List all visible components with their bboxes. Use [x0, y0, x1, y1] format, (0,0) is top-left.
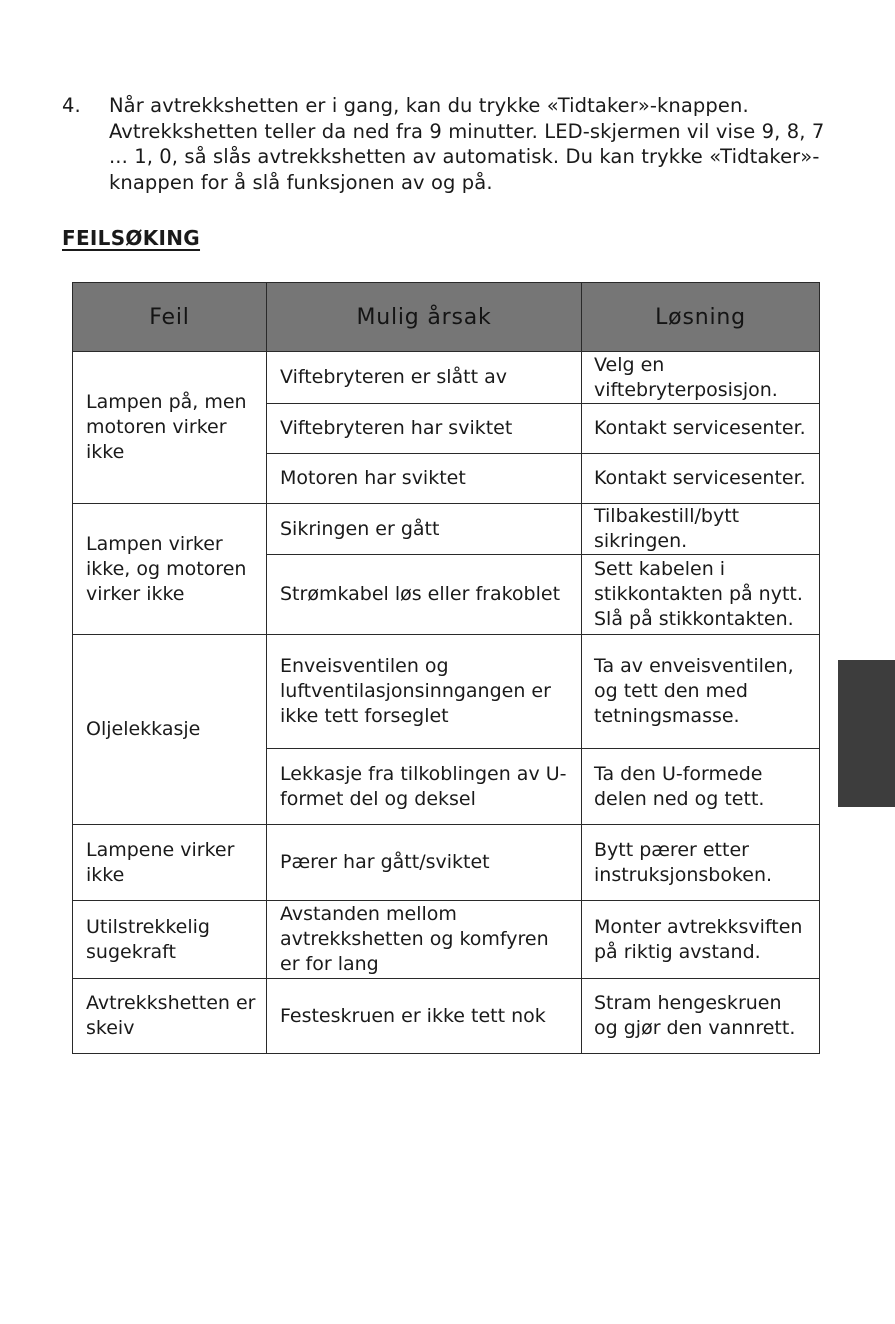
table-row — [73, 979, 820, 1054]
troubleshooting-table — [72, 282, 820, 1054]
table-row — [73, 504, 820, 555]
cause-cell: Sikringen er gått — [267, 504, 582, 555]
cause-cell: Motoren har sviktet — [267, 454, 582, 504]
header-mulig-arsak: Mulig årsak — [267, 283, 582, 352]
table-row — [73, 901, 820, 979]
problem-cell: Avtrekkshetten er skeiv — [73, 979, 267, 1054]
cause-cell: Viftebryteren har sviktet — [267, 404, 582, 454]
problem-cell: Lampen virker ikke, og motoren virker ikke — [73, 504, 267, 635]
table-row — [73, 635, 820, 749]
cause-cell: Viftebryteren er slått av — [267, 352, 582, 404]
section-heading: FEILSØKING — [62, 226, 201, 250]
solution-cell: Tilbakestill/bytt sikringen. — [582, 504, 820, 555]
table-row — [73, 352, 820, 404]
cause-cell: Lekkasje fra tilkoblingen av U-formet del og deksel — [267, 749, 582, 825]
step-number: 4. — [62, 94, 81, 117]
cause-cell: Pærer har gått/sviktet — [267, 825, 582, 901]
problem-cell: Lampene virker ikke — [73, 825, 267, 901]
table-header-row — [73, 283, 820, 352]
cause-cell: Enveisventilen og luftventilasjonsinngangen er ikke tett forseglet — [267, 635, 582, 749]
cause-cell: Strømkabel løs eller frakoblet — [267, 555, 582, 635]
solution-cell: Monter avtrekksviften på riktig avstand. — [582, 901, 820, 979]
solution-cell: Ta av enveisventilen, og tett den med tetningsmasse. — [582, 635, 820, 749]
solution-cell: Bytt pærer etter instruksjonsboken. — [582, 825, 820, 901]
solution-cell: Kontakt servicesenter. — [582, 454, 820, 504]
problem-cell: Utilstrekkelig sugekraft — [73, 901, 267, 979]
solution-cell: Stram hengeskruen og gjør den vannrett. — [582, 979, 820, 1054]
solution-cell: Kontakt servicesenter. — [582, 404, 820, 454]
side-tab-marker — [838, 660, 895, 807]
step-text: Når avtrekkshetten er i gang, kan du trykke «Tidtaker»-knappen. Avtrekkshetten teller da ned fra 9 minutter. LED-skjermen vil vise 9, 8, 7 ... 1, 0, så slås avtrekkshetten av automatisk. Du kan trykke «Tidtaker»-knappen for å slå funksjonen av og på. — [109, 94, 825, 194]
header-losning: Løsning — [582, 283, 820, 352]
solution-cell: Sett kabelen i stikkontakten på nytt. Slå på stikkontakten. — [582, 555, 820, 635]
solution-cell: Ta den U-formede delen ned og tett. — [582, 749, 820, 825]
problem-cell: Lampen på, men motoren virker ikke — [73, 352, 267, 504]
problem-cell: Oljelekkasje — [73, 635, 267, 825]
table-row — [73, 825, 820, 901]
solution-cell: Velg en viftebryterposisjon. — [582, 352, 820, 404]
cause-cell: Festeskruen er ikke tett nok — [267, 979, 582, 1054]
cause-cell: Avstanden mellom avtrekkshetten og komfyren er for lang — [267, 901, 582, 979]
header-feil: Feil — [73, 283, 267, 352]
